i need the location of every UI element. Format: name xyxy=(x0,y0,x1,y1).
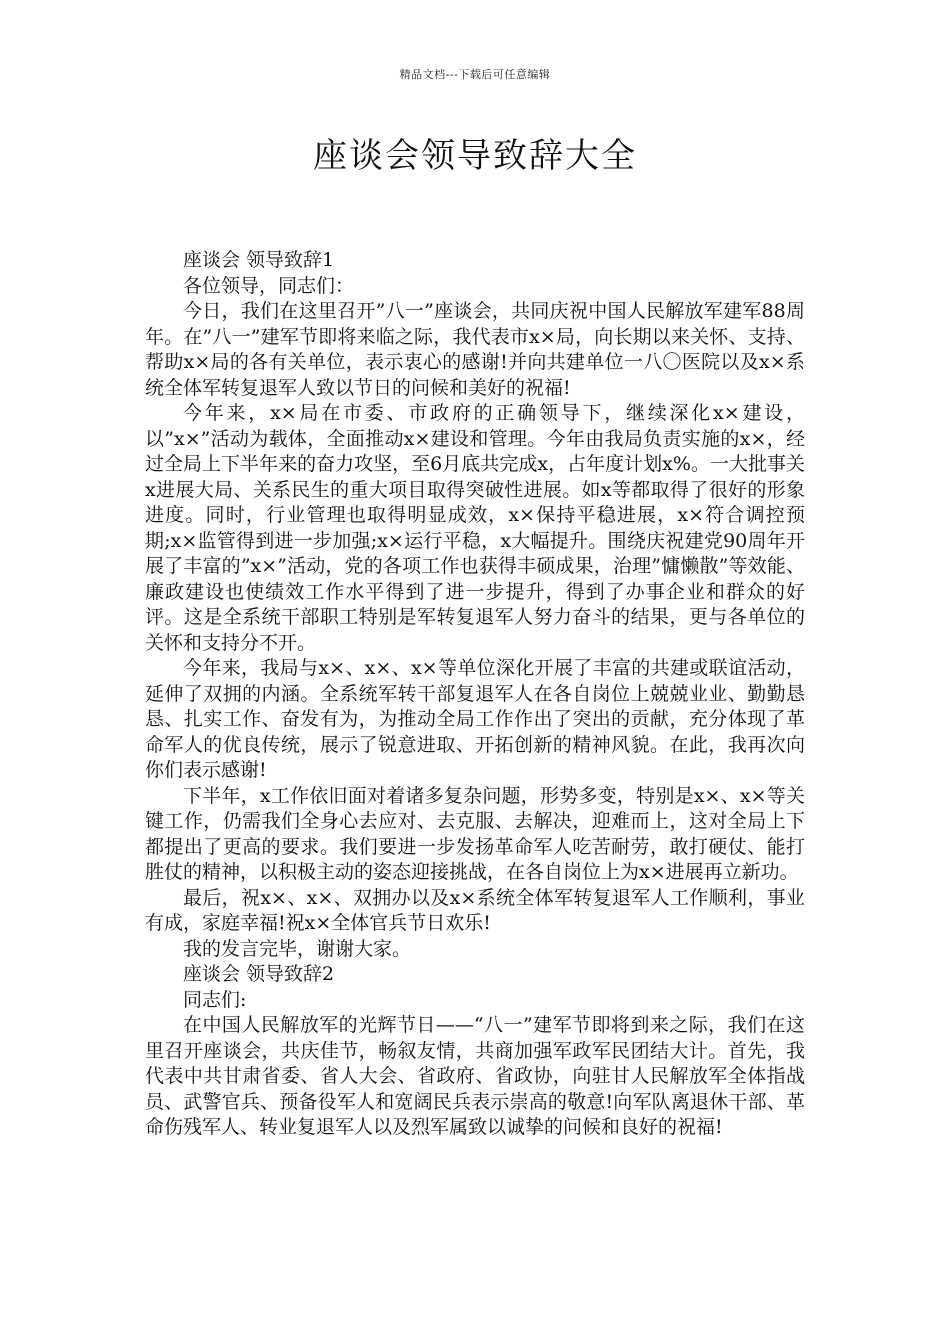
body-paragraph: 今年来，x×局在市委、市政府的正确领导下，继续深化x×建设，以”x×”活动为载体，全面推动x×建设和管理。今年由我局负责实施的x×，经过全局上下半年来的奋力攻坚，至6月底共完成x，占年度计划x%。一大批事关x进展大局、关系民生的重大项目取得突破性进展。如x等都取得了很好的形象进度。同时，行业管理也取得明显成效，x×保持平稳进展，x×符合调控预期;x×监管得到进一步加强;x×运行平稳，x大幅提升。围绕庆祝建党90周年开展了丰富的”x×”活动，党的各项工作也获得丰硕成果，治理”慵懒散”等效能、廉政建设也使绩效工作水平得到了进一步提升，得到了办事企业和群众的好评。这是全系统干部职工特别是军转复退军人努力奋斗的结果，更与各单位的关怀和支持分不开。 xyxy=(145,402,805,654)
section-heading-2: 座谈会 领导致辞2 xyxy=(183,963,335,985)
section-heading-1: 座谈会 领导致辞1 xyxy=(183,249,335,271)
page-header-note: 精品文档---下载后可任意编辑 xyxy=(399,68,551,81)
closing-line: 我的发言完毕，谢谢大家。 xyxy=(183,937,412,960)
document-title: 座谈会领导致辞大全 xyxy=(313,136,637,176)
salutation-1: 各位领导，同志们： xyxy=(183,274,355,297)
body-paragraph: 今年来，我局与x×、x×、x×等单位深化开展了丰富的共建或联谊活动，延伸了双拥的内涵。全系统军转干部复退军人在各自岗位上兢兢业业、勤勤恳恳、扎实工作、奋发有为，为推动全局工作作出了突出的贡献，充分体现了革命军人的优良传统，展示了锐意进取、开拓创新的精神风貌。在此，我再次向你们表示感谢! xyxy=(145,657,805,781)
body-paragraph: 今日，我们在这里召开”八一”座谈会，共同庆祝中国人民解放军建军88周年。在”八一”建军节即将来临之际，我代表市x×局，向长期以来关怀、支持、帮助x×局的各有关单位，表示衷心的感谢!并向共建单位一八〇医院以及x×系统全体军转复退军人致以节日的问候和美好的祝福! xyxy=(145,300,805,399)
body-paragraph: 最后，祝x×、x×、双拥办以及x×系统全体军转复退军人工作顺利，事业有成，家庭幸福!祝x×全体官兵节日欢乐! xyxy=(145,886,805,934)
body-paragraph: 下半年，x工作依旧面对着诸多复杂问题，形势多变，特别是x×、x×等关键工作，仍需我们全身心去应对、去克服、去解决，迎难而上，这对全局上下都提出了更高的要求。我们要进一步发扬革命军人吃苦耐劳，敢打硬仗、能打胜仗的精神，以积极主动的姿态迎接挑战，在各自岗位上为x×进展再立新功。 xyxy=(145,784,805,883)
document-body xyxy=(145,248,805,1141)
salutation-2: 同志们: xyxy=(183,988,247,1011)
body-paragraph: 在中国人民解放军的光辉节日——“八一”建军节即将到来之际，我们在这里召开座谈会，共庆佳节，畅叙友情，共商加强军政军民团结大计。首先，我代表中共甘肃省委、省人大会、省政府、省政协，向驻甘人民解放军全体指战员、武警官兵、预备役军人和宽阔民兵表示崇高的敬意!向军队离退休干部、革命伤残军人、转业复退军人以及烈军属致以诚挚的问候和良好的祝福! xyxy=(145,1014,805,1138)
